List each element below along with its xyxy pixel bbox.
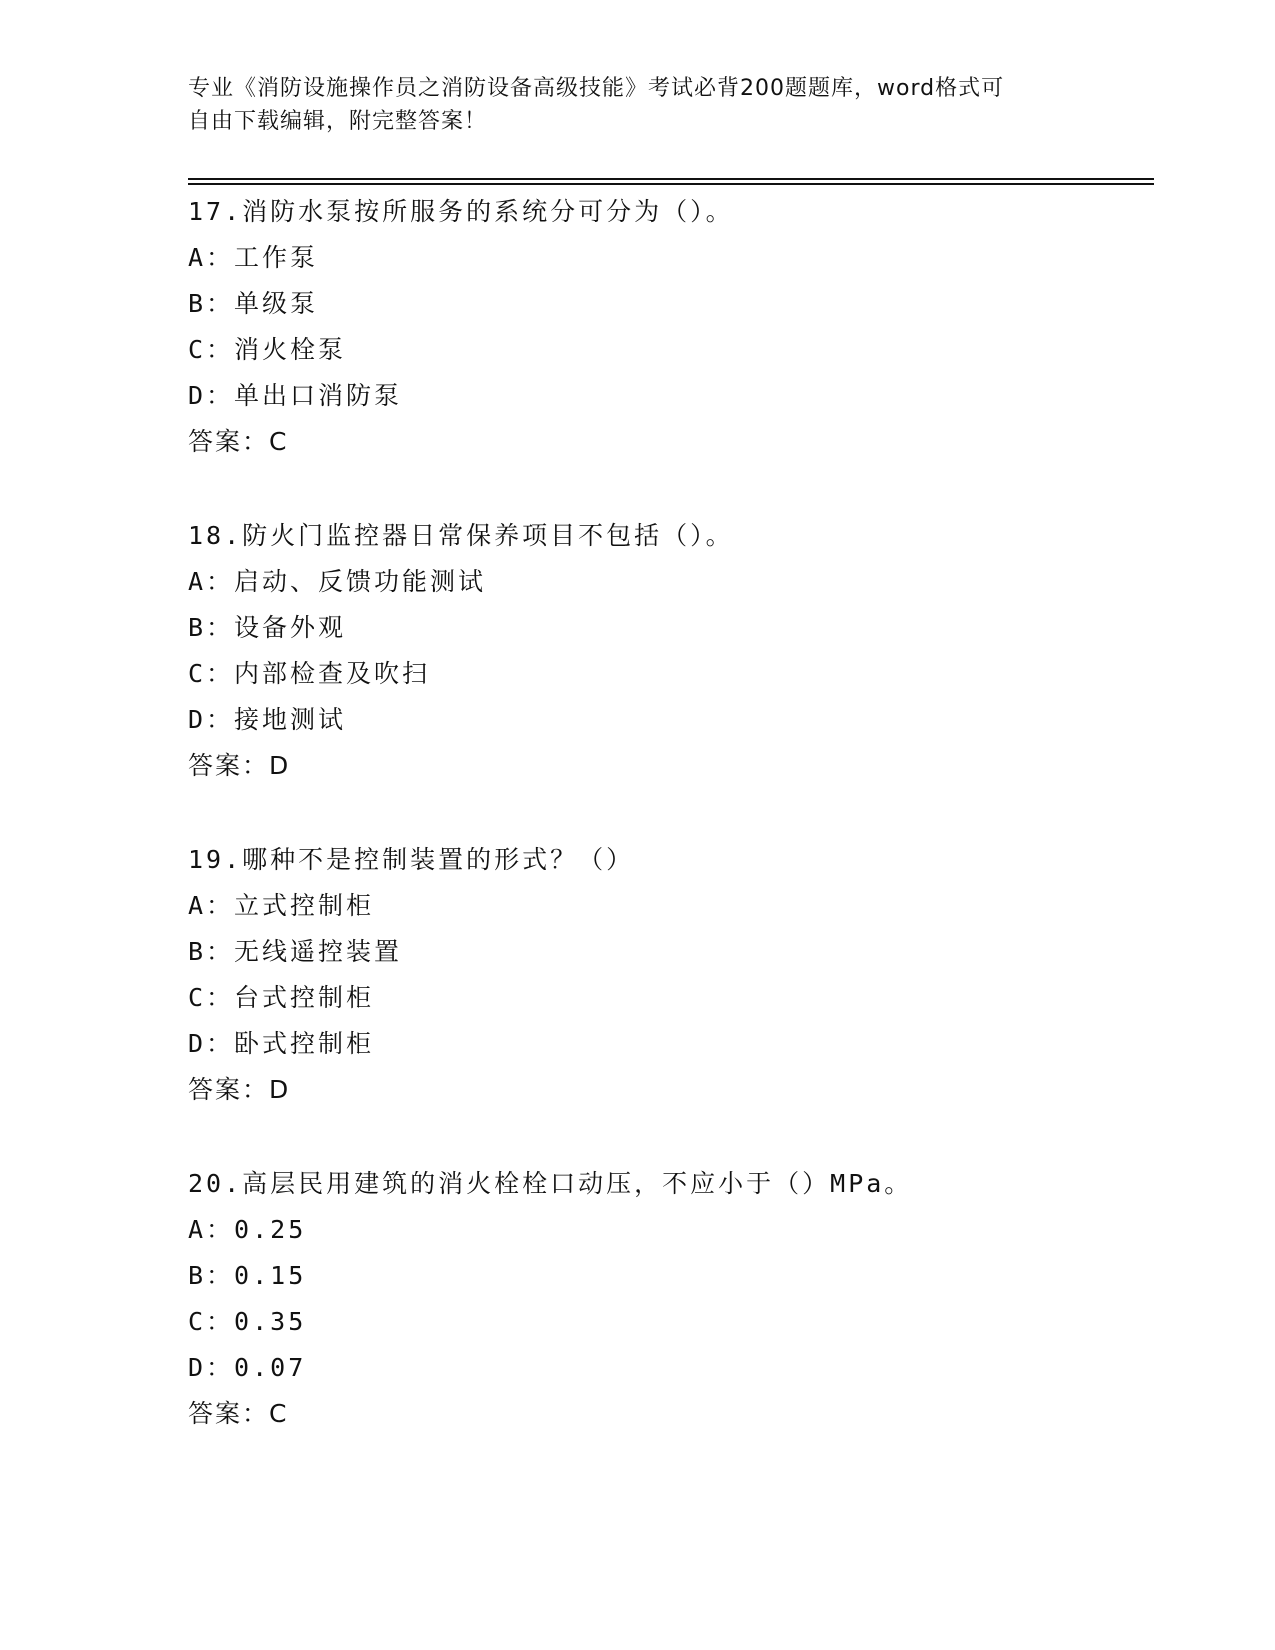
option-a: A：启动、反馈功能测试 — [188, 567, 487, 596]
option-d: D：0.07 — [188, 1353, 307, 1382]
option-b: B：0.15 — [188, 1261, 307, 1290]
answer-text: 答案：D — [188, 751, 291, 780]
option-b: B：单级泵 — [188, 289, 319, 318]
answer-text: 答案：C — [188, 427, 289, 456]
answer-text: 答案：D — [188, 1075, 291, 1104]
header-line-2: 自由下载编辑，附完整答案！ — [188, 109, 488, 134]
option-d: D：卧式控制柜 — [188, 1029, 375, 1058]
header-line-1: 专业《消防设施操作员之消防设备高级技能》考试必背200题题库，word格式可 — [188, 76, 1005, 101]
document-header — [188, 72, 1068, 138]
question-block-17 — [188, 189, 1168, 465]
option-b: B：无线遥控装置 — [188, 937, 403, 966]
question-block-20 — [188, 1161, 1168, 1437]
option-b: B：设备外观 — [188, 613, 347, 642]
option-c: C：0.35 — [188, 1307, 307, 1336]
question-text: 17.消防水泵按所服务的系统分可分为（）。 — [188, 197, 734, 226]
header-divider-bottom — [188, 183, 1154, 185]
option-d: D：单出口消防泵 — [188, 381, 403, 410]
option-a: A：0.25 — [188, 1215, 307, 1244]
question-text: 19.哪种不是控制装置的形式？（） — [188, 845, 635, 874]
option-a: A：立式控制柜 — [188, 891, 375, 920]
answer-text: 答案：C — [188, 1399, 289, 1428]
header-divider-top — [188, 178, 1154, 180]
option-c: C：消火栓泵 — [188, 335, 347, 364]
question-block-19 — [188, 837, 1168, 1113]
question-list — [188, 189, 1168, 1485]
option-c: C：台式控制柜 — [188, 983, 375, 1012]
question-text: 18.防火门监控器日常保养项目不包括（）。 — [188, 521, 734, 550]
question-block-18 — [188, 513, 1168, 789]
option-c: C：内部检查及吹扫 — [188, 659, 431, 688]
question-text: 20.高层民用建筑的消火栓栓口动压，不应小于（）MPa。 — [188, 1169, 913, 1198]
option-a: A：工作泵 — [188, 243, 319, 272]
option-d: D：接地测试 — [188, 705, 347, 734]
